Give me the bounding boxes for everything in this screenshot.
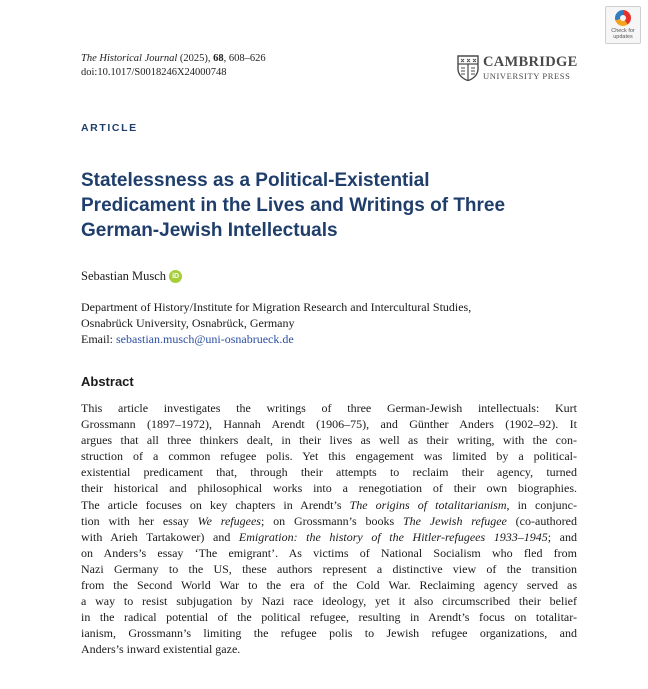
publisher-name: CAMBRIDGE (483, 54, 578, 70)
abstract-segment: argues that all three thinkers dealt, in their lives as well as their writing, with the con- (81, 433, 577, 448)
journal-volume: 68 (213, 53, 224, 64)
abstract-segment: existential predicament that, through their attempts to reclaim their agency, turned (81, 465, 577, 480)
journal-doi[interactable]: doi:10.1017/S0018246X24000748 (81, 67, 227, 78)
abstract-line (81, 641, 577, 657)
affiliation-line-2: Osnabrück University, Osnabrück, Germany (81, 316, 295, 330)
italic-title: We refugees (197, 513, 261, 528)
author (81, 269, 182, 284)
abstract-segment: Anders’s inward existential gaze. (81, 642, 241, 657)
abstract-segment: , in conjunc- (506, 497, 577, 512)
abstract-segment: a way to resist subjugation by Nazi race ideology, yet it also circumscribed their belief (81, 594, 577, 609)
abstract-segment: their historical and philosophical works into a renegotiation of their own biographies. (81, 481, 577, 496)
orcid-icon[interactable]: iD (169, 270, 182, 283)
abstract-segment: struction of a common refugee polis. Yet this engagement was limited by a political- (81, 449, 577, 464)
email-link[interactable]: sebastian.musch@uni-osnabrueck.de (116, 332, 294, 346)
abstract-segment: The article focuses on key chapters in Arendt’s (81, 497, 350, 512)
abstract-text (81, 400, 577, 658)
abstract-line (81, 625, 577, 641)
abstract-line (81, 513, 577, 529)
affiliation-line-1: Department of History/Institute for Migration Research and Intercultural Studies, (81, 300, 472, 314)
italic-title: The origins of totalitarianism (349, 497, 507, 512)
journal-pages: , 608–626 (223, 53, 266, 64)
abstract-line (81, 545, 577, 561)
cambridge-shield-icon (457, 55, 479, 81)
abstract-segment: (co-authored (506, 513, 577, 528)
abstract-line (81, 609, 577, 625)
publisher-press: UNIVERSITY PRESS (483, 71, 571, 81)
abstract-line (81, 464, 577, 480)
title-line-1: Statelessness as a Political-Existential (81, 170, 430, 191)
abstract-line (81, 416, 577, 432)
abstract-segment: This article investigates the writings of three German-Jewish intellectuals: Kurt (81, 401, 577, 415)
italic-title: Emigration: the history of the Hitler-refugees 1933–1945 (238, 529, 548, 544)
journal-citation (81, 52, 266, 80)
abstract-line (81, 448, 577, 464)
abstract-line (81, 593, 577, 609)
title-line-2: Predicament in the Lives and Writings of Three (81, 195, 506, 216)
abstract-line (81, 561, 577, 577)
abstract-segment: from the Second World War to the era of the Cold War. Reclaiming agency served as (81, 578, 577, 593)
check-for-updates-badge[interactable] (605, 6, 641, 44)
abstract-segment: ianism, Grossmann’s limiting the refugee polis to Jewish refugee organizations, and (81, 626, 577, 641)
italic-title: The Jewish refugee (402, 513, 507, 528)
abstract-segment: ; on Grossmann’s books (260, 513, 403, 528)
article-type-label: ARTICLE (81, 122, 138, 134)
abstract-line (81, 577, 577, 593)
abstract-segment: ; and (547, 529, 577, 544)
affiliation (81, 299, 471, 347)
publisher-logo[interactable] (457, 53, 578, 85)
crossmark-icon (615, 10, 631, 26)
author-name: Sebastian Musch (81, 269, 167, 283)
abstract-segment: Grossmann (1897–1972), Hannah Arendt (1906–75), and Günther Anders (1902–92). It (81, 417, 577, 432)
abstract-line (81, 400, 577, 416)
abstract-segment: in the radical potential of the political refugee, resulting in Arendt’s focus on totalitar- (81, 610, 577, 625)
email-label: Email: (81, 332, 116, 346)
journal-year: (2025), (179, 53, 211, 64)
title-line-3: German-Jewish Intellectuals (81, 220, 338, 241)
abstract-heading: Abstract (81, 374, 134, 389)
abstract-segment: tion with her essay (81, 513, 198, 528)
badge-line1: Check for (611, 28, 635, 34)
article-title (81, 168, 581, 243)
badge-line2: updates (613, 34, 633, 40)
abstract-segment: with Arieh Tartakower) and (81, 529, 239, 544)
abstract-segment: Nazi Germany to the US, these authors represent a distinctive view of the transition (81, 561, 577, 576)
abstract-line (81, 529, 577, 545)
abstract-line (81, 480, 577, 496)
journal-name: The Historical Journal (81, 53, 178, 64)
abstract-line (81, 432, 577, 448)
abstract-segment: on Anders’s essay ‘The emigrant’. As victims of National Socialism who fled from (81, 545, 577, 560)
abstract-line (81, 497, 577, 513)
